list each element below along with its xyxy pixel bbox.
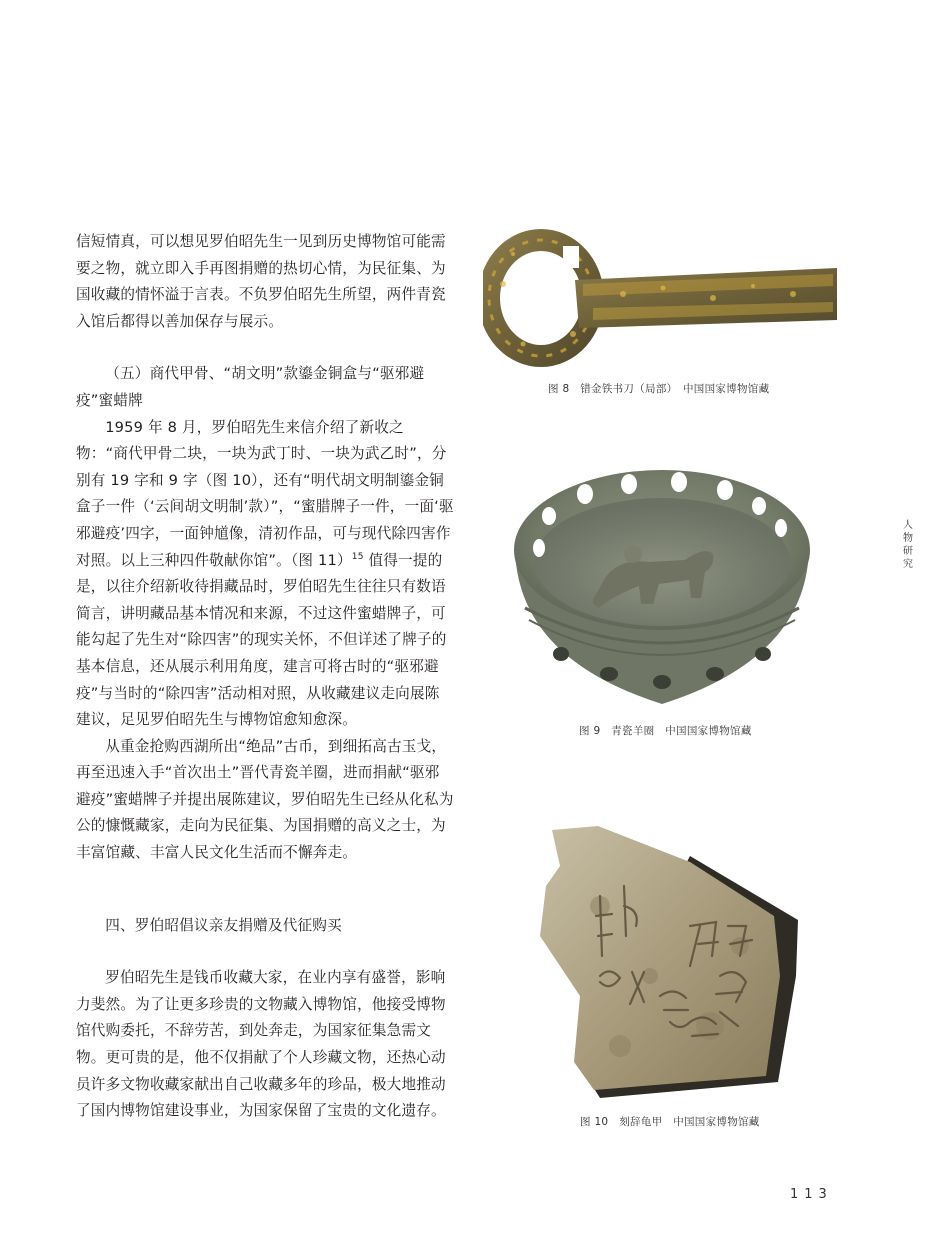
figure-10-caption: 图 10 刻辞龟甲 中国国家博物馆藏 [580, 1116, 760, 1128]
paragraph-2-text-a: 1959 年 8 月，罗伯昭先生来信介绍了新收之物：“商代甲骨二块，一块为武丁时、一块为武乙时”，分别有 19 字和 9 字（图 10），还有“明代胡文明制鎏金铜盒子一件（‘云间胡文明制’款）”，“蜜腊牌子一件，一面‘驱邪避疫’四字，一面钟馗像，清初作品，可与现代除四害作对照。以上三种四件敬献你馆”。（图 11） [76, 418, 454, 569]
page-number: 113 [790, 1187, 833, 1202]
paragraph-1: 信短情真，可以想见罗伯昭先生一见到历史博物馆可能需要之物，就立即入手再图捐赠的热切心情，为民征集、为国收藏的情怀溢于言表。不负罗伯昭先生所望，两件青瓷入馆后都得以善加保存与展示。 [76, 233, 446, 330]
paragraph-4: 罗伯昭先生是钱币收藏大家，在业内享有盛誉，影响力斐然。为了让更多珍贵的文物藏入博物馆，他接受博物馆代购委托，不辞劳苦，到处奔走，为国家征集急需文物。更可贵的是，他不仅捐献了个人珍藏文物，还热心动员许多文物收藏家献出自己收藏多年的珍品，极大地推动了国内博物馆建设事业，为国家保留了宝贵的文化遗存。 [76, 969, 446, 1120]
figure-8-iron-knife-image [483, 224, 839, 370]
article-body [76, 229, 454, 1125]
paragraph-3: 从重金抢购西湖所出“绝品”古币，到细拓高古玉戈，再至迅速入手“首次出土”晋代青瓷羊圈，进而捐献“驱邪避疫”蜜蜡牌子并提出展陈建议，罗伯昭先生已经从化私为公的慷慨藏家，走向为民征集、为国捐赠的高义之士，为丰富馆藏、丰富人民文化生活而不懈奔走。 [76, 737, 454, 862]
section-heading-5: （五）商代甲骨、“胡文明”款鎏金铜盒与“驱邪避疫”蜜蜡牌 [76, 365, 425, 409]
footnote-ref: 15 [351, 551, 364, 562]
paragraph-2-text-b: 值得一提的是，以往介绍新收待捐藏品时，罗伯昭先生往往只有数语简言，讲明藏品基本情况和来源，不过这件蜜蜡牌子，可能勾起了先生对“除四害”的现实关怀，不但详述了牌子的基本信息，还从展示利用角度，建言可将古时的“驱邪避疫”与当时的“除四害”活动相对照，从收藏建议走向展陈建议，足见罗伯昭先生与博物馆愈知愈深。 [76, 551, 447, 729]
figure-9-caption: 图 9 青瓷羊圈 中国国家博物馆藏 [579, 725, 752, 737]
section-side-label: 人物研究 [903, 520, 913, 570]
figure-10-oracle-bone-image [540, 826, 800, 1102]
figure-8-caption: 图 8 错金铁书刀（局部） 中国国家博物馆藏 [548, 383, 770, 395]
section-heading-4: 四、罗伯昭倡议亲友捐赠及代征购买 [105, 916, 342, 934]
figure-9-celadon-sheep-pen-image [509, 458, 815, 708]
paragraph-2 [76, 415, 454, 734]
